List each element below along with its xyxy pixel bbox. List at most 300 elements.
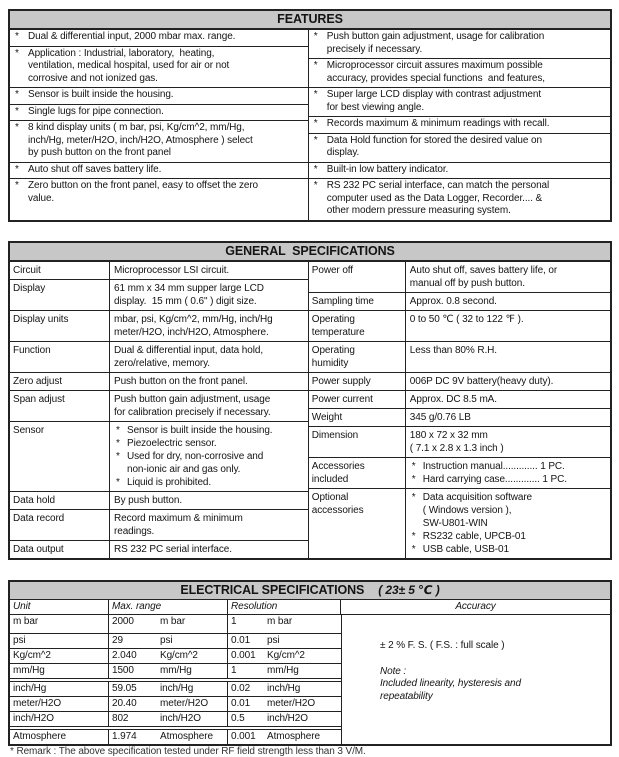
- text-line: 61 mm x 34 mm supper large LCD: [114, 282, 264, 294]
- text-line: computer used as the Data Logger, Recorder.... &: [326, 192, 543, 204]
- features-section: [8, 9, 612, 222]
- column-header-accuracy: Accuracy: [455, 600, 496, 612]
- spec-label: [10, 373, 110, 390]
- resolution-value: 0.001: [231, 731, 256, 742]
- features-col-left: [10, 30, 309, 220]
- text-line: ( 7.1 x 2.8 x 1.3 inch ): [409, 442, 504, 454]
- bullet-item: [410, 543, 608, 556]
- max-range-cell: [109, 664, 228, 678]
- resolution-value: 0.01: [231, 698, 251, 709]
- bullet-asterisk: *: [313, 89, 318, 100]
- feature-text: [327, 31, 608, 56]
- accuracy-cell: [341, 615, 610, 745]
- resolution-cell: [228, 615, 341, 634]
- text-line: Push button on the front panel.: [114, 375, 248, 387]
- electrical-body: [10, 615, 610, 745]
- spec-value: [110, 492, 308, 509]
- text-line: Sampling time: [311, 295, 374, 307]
- bullet-text: [423, 460, 608, 473]
- max-range-unit: mm/Hg: [160, 665, 192, 676]
- bullet-asterisk: *: [15, 163, 19, 175]
- feature-item: [10, 163, 308, 180]
- spec-value: [406, 391, 610, 408]
- bullet-asterisk: *: [411, 491, 416, 503]
- feature-item: [309, 30, 610, 59]
- unit-cell: Kg/cm^2: [10, 649, 109, 663]
- accuracy-value: ± 2 % F. S. ( F.S. : full scale ): [380, 639, 505, 651]
- spec-label: [309, 489, 406, 558]
- feature-text: [327, 180, 608, 218]
- feature-text: [28, 180, 306, 205]
- text-line: Zero adjust: [13, 375, 62, 387]
- max-range-unit: Atmosphere: [160, 731, 213, 742]
- spec-row: [309, 391, 610, 409]
- bullet-asterisk: *: [313, 180, 318, 191]
- accuracy-note-line-2: repeatability: [380, 690, 433, 702]
- bullet-item: [114, 424, 306, 437]
- text-line: corrosive and not ionized gas.: [28, 72, 158, 84]
- text-line: mbar, psi, Kg/cm^2, mm/Hg, inch/Hg: [114, 313, 273, 325]
- max-range-cell: [109, 615, 228, 634]
- feature-item: [10, 179, 308, 207]
- spec-label: [309, 458, 406, 488]
- text-line: 0 to 50 ℃ ( 32 to 122 ℉ ).: [409, 313, 524, 325]
- bullet-asterisk: *: [313, 134, 318, 146]
- text-line: 180 x 72 x 32 mm: [409, 429, 488, 441]
- spec-value: [110, 391, 308, 421]
- text-line: Liquid is prohibited.: [127, 476, 212, 488]
- text-line: Microprocessor LSI circuit.: [114, 264, 230, 276]
- text-line: Dual & differential input, data hold,: [114, 344, 263, 356]
- max-range-value: 2.040: [112, 650, 137, 661]
- max-range-cell: [109, 634, 228, 648]
- general-specifications-title: GENERAL SPECIFICATIONS: [10, 243, 610, 262]
- spec-row: [10, 262, 308, 280]
- electrical-rows: [10, 615, 341, 745]
- gen-right: [309, 262, 610, 558]
- spec-value: [406, 311, 610, 341]
- spec-row: [10, 510, 308, 541]
- text-line: Record maximum & minimum: [114, 512, 243, 524]
- resolution-unit: meter/H2O: [267, 698, 316, 709]
- resolution-unit: inch/H2O: [267, 713, 308, 724]
- resolution-unit: Atmosphere: [267, 731, 320, 742]
- spec-label: [309, 409, 406, 426]
- spec-label: [10, 311, 110, 341]
- text-line: manual off by push button.: [409, 277, 525, 289]
- table-row: [10, 664, 341, 679]
- unit-cell: Atmosphere: [10, 730, 109, 744]
- feature-item: [10, 121, 308, 163]
- text-line: Operating: [311, 313, 355, 325]
- spec-label: [10, 280, 110, 310]
- text-line: Dimension: [311, 429, 359, 441]
- features-title: FEATURES: [10, 11, 610, 30]
- resolution-unit: inch/Hg: [267, 683, 301, 694]
- spec-row: [309, 342, 610, 373]
- spec-value: [110, 510, 308, 540]
- unit-cell: mm/Hg: [10, 664, 109, 678]
- text-line: Accessories: [311, 460, 365, 472]
- text-line: 006P DC 9V battery(heavy duty).: [409, 375, 554, 387]
- spec-label: [309, 427, 406, 457]
- text-line: Optional: [311, 491, 349, 503]
- bullet-asterisk: *: [411, 543, 416, 555]
- text-line: Push button gain adjustment, usage for calibration: [326, 31, 545, 42]
- electrical-header-row: [10, 600, 610, 615]
- text-line: Data hold: [13, 494, 55, 506]
- features-body: [10, 30, 610, 220]
- bullet-text: [423, 491, 608, 530]
- text-line: Instruction manual............. 1 PC.: [422, 460, 565, 472]
- feature-text: [28, 122, 306, 160]
- resolution-value: 0.5: [231, 713, 245, 724]
- column-header-unit: Unit: [10, 600, 109, 614]
- text-line: by push button on the front panel: [28, 147, 171, 158]
- text-line: By push button.: [114, 494, 182, 506]
- electrical-title-text: ELECTRICAL SPECIFICATIONS: [180, 582, 365, 597]
- bullet-item: [410, 460, 608, 473]
- text-line: Weight: [311, 411, 343, 423]
- max-range-unit: m bar: [160, 615, 186, 627]
- bullet-asterisk: *: [313, 118, 318, 129]
- bullet-item: [410, 491, 608, 530]
- table-row: [10, 697, 341, 712]
- text-line: Circuit: [13, 264, 41, 276]
- text-line: Data Hold function for stored the desired value on: [326, 134, 542, 146]
- text-line: other modern pressure measuring system.: [326, 205, 511, 216]
- text-line: Less than 80% R.H.: [409, 344, 497, 356]
- feature-text: [28, 31, 306, 44]
- text-line: Built-in low battery indicator.: [326, 163, 449, 175]
- bullet-text: [423, 473, 608, 486]
- max-range-value: 1500: [112, 665, 134, 676]
- bullet-asterisk: *: [15, 89, 19, 100]
- spec-value: [406, 409, 610, 426]
- text-line: Auto shut off, saves battery life, or: [409, 264, 558, 276]
- text-line: non-ionic air and gas only.: [127, 463, 241, 475]
- spec-value: [406, 342, 610, 372]
- spec-value: [110, 311, 308, 341]
- bullet-asterisk: *: [15, 105, 19, 117]
- text-line: Span adjust: [13, 393, 65, 405]
- feature-text: [28, 48, 306, 86]
- feature-text: [28, 164, 306, 177]
- text-line: Used for dry, non-corrosive and: [127, 450, 264, 462]
- text-line: for best viewing angle.: [326, 101, 424, 113]
- text-line: accessories: [311, 504, 364, 516]
- max-range-cell: [109, 649, 228, 663]
- electrical-specifications-title: [10, 582, 610, 600]
- max-range-unit: inch/Hg: [160, 683, 194, 694]
- spec-row: [309, 489, 610, 558]
- spec-value: [110, 280, 308, 310]
- text-line: 345 g/0.76 LB: [409, 411, 471, 423]
- spec-row: [309, 458, 610, 489]
- electrical-title-condition: ( 23± 5 ℃ ): [378, 582, 440, 597]
- table-row: [10, 712, 341, 727]
- text-line: accuracy, provides special functions and features,: [326, 72, 545, 84]
- bullet-text: [127, 450, 306, 476]
- text-line: inch/Hg, meter/H2O, inch/H2O, Atmosphere ) select: [28, 134, 253, 146]
- bullet-asterisk: *: [411, 460, 416, 472]
- spec-label: [10, 541, 110, 558]
- feature-text: [28, 106, 306, 119]
- text-line: Data record: [13, 512, 65, 524]
- spec-label: [309, 311, 406, 341]
- feature-text: [327, 135, 608, 160]
- bullet-asterisk: *: [15, 180, 19, 191]
- text-line: Application : Industrial, laboratory, heating,: [28, 47, 215, 59]
- spec-row: [10, 311, 308, 342]
- bullet-text: [127, 424, 306, 437]
- text-line: value.: [28, 192, 55, 204]
- text-line: Records maximum & minimum readings with recall.: [326, 118, 550, 129]
- resolution-value: 1: [231, 615, 237, 627]
- spec-label: [309, 293, 406, 310]
- gen-left: [10, 262, 309, 558]
- text-line: precisely if necessary.: [326, 43, 423, 55]
- resolution-cell: [228, 634, 341, 648]
- spec-value: [110, 541, 308, 558]
- max-range-unit: inch/H2O: [160, 713, 201, 724]
- spec-row: [10, 541, 308, 558]
- resolution-unit: mm/Hg: [267, 665, 299, 676]
- spec-label: [309, 342, 406, 372]
- general-specifications-body: [10, 262, 610, 558]
- resolution-value: 0.02: [231, 683, 251, 694]
- spec-row: [10, 373, 308, 391]
- bullet-asterisk: *: [15, 47, 19, 59]
- resolution-cell: [228, 682, 341, 696]
- spec-label: [309, 391, 406, 408]
- text-line: meter/H2O, inch/H2O, Atmosphere.: [114, 326, 269, 338]
- resolution-unit: psi: [267, 635, 280, 646]
- spec-value: [406, 427, 610, 457]
- max-range-value: 1.974: [112, 731, 137, 742]
- spec-value: [406, 489, 610, 558]
- table-row: [10, 634, 341, 649]
- bullet-asterisk: *: [15, 31, 19, 42]
- text-line: USB cable, USB-01: [422, 543, 509, 555]
- text-line: Approx. 0.8 second.: [409, 295, 497, 307]
- spec-row: [10, 492, 308, 510]
- spec-value: [110, 422, 308, 491]
- electrical-specifications-section: [8, 580, 612, 747]
- resolution-value: 0.01: [231, 635, 251, 646]
- bullet-text: [127, 437, 306, 450]
- resolution-unit: m bar: [267, 615, 293, 627]
- text-line: zero/relative, memory.: [114, 357, 210, 369]
- feature-item: [10, 105, 308, 122]
- text-line: Data output: [13, 543, 64, 555]
- bullet-text: [423, 543, 608, 556]
- spec-row: [309, 427, 610, 458]
- feature-text: [327, 118, 608, 131]
- text-line: Approx. DC 8.5 mA.: [409, 393, 497, 405]
- spec-label: [10, 391, 110, 421]
- text-line: Sensor: [13, 424, 45, 436]
- text-line: Dual & differential input, 2000 mbar max. range.: [28, 31, 236, 42]
- feature-text: [327, 89, 608, 114]
- text-line: Push button gain adjustment, usage: [114, 393, 271, 405]
- spec-value: [406, 293, 610, 310]
- bullet-text: [423, 530, 608, 543]
- spec-value: [406, 373, 610, 390]
- text-line: display.: [326, 147, 360, 158]
- text-line: Hard carrying case............. 1 PC.: [422, 473, 567, 485]
- text-line: Function: [13, 344, 51, 356]
- spec-label: [10, 492, 110, 509]
- unit-cell: inch/Hg: [10, 682, 109, 696]
- table-row: [10, 615, 341, 635]
- spec-row: [309, 409, 610, 427]
- text-line: Power supply: [311, 375, 371, 387]
- text-line: RS 232 PC serial interface.: [114, 543, 232, 555]
- spec-label: [10, 342, 110, 372]
- bullet-text: [127, 476, 306, 489]
- text-line: Microprocessor circuit assures maximum possible: [326, 60, 543, 71]
- bullet-asterisk: *: [116, 437, 120, 449]
- max-range-value: 802: [112, 713, 129, 724]
- feature-item: [10, 88, 308, 105]
- resolution-cell: [228, 730, 341, 744]
- bullet-asterisk: *: [313, 31, 318, 42]
- text-line: Data acquisition software: [422, 491, 533, 503]
- spec-value: [110, 342, 308, 372]
- text-line: SW-U801-WIN: [422, 517, 488, 529]
- max-range-cell: [109, 697, 228, 711]
- spec-label: [10, 422, 110, 491]
- bullet-asterisk: *: [15, 122, 19, 133]
- text-line: included: [311, 473, 349, 485]
- accuracy-note-label: Note :: [380, 665, 407, 677]
- bullet-asterisk: *: [116, 450, 120, 462]
- spec-row: [309, 373, 610, 391]
- features-col-right: [309, 30, 610, 220]
- accuracy-note: [380, 666, 604, 704]
- spec-row: [10, 422, 308, 492]
- text-line: readings.: [114, 525, 155, 537]
- unit-cell: inch/H2O: [10, 712, 109, 726]
- text-line: Auto shut off saves battery life.: [28, 163, 162, 175]
- feature-item: [309, 117, 610, 134]
- spec-value: [406, 458, 610, 488]
- bullet-asterisk: *: [411, 530, 416, 542]
- column-header-resolution: Resolution: [228, 600, 341, 614]
- max-range-cell: [109, 712, 228, 726]
- text-line: for calibration precisely if necessary.: [114, 406, 271, 418]
- spec-label: [309, 262, 406, 292]
- text-line: Display: [13, 282, 46, 294]
- spec-row: [10, 391, 308, 422]
- resolution-value: 0.001: [231, 650, 256, 661]
- unit-cell: meter/H2O: [10, 697, 109, 711]
- max-range-value: 29: [112, 635, 123, 646]
- max-range-unit: psi: [160, 635, 173, 646]
- bullet-item: [114, 437, 306, 450]
- spec-row: [309, 293, 610, 311]
- max-range-unit: meter/H2O: [160, 698, 209, 709]
- text-line: Operating: [311, 344, 355, 356]
- text-line: Power off: [311, 264, 353, 276]
- spec-label: [10, 262, 110, 279]
- max-range-cell: [109, 682, 228, 696]
- table-row: [10, 681, 341, 697]
- text-line: RS232 cable, UPCB-01: [422, 530, 526, 542]
- feature-item: [309, 179, 610, 220]
- text-line: display. 15 mm ( 0.6" ) digit size.: [114, 295, 257, 307]
- feature-text: [327, 60, 608, 85]
- unit-cell: m bar: [10, 615, 109, 634]
- max-range-cell: [109, 730, 228, 744]
- feature-item: [309, 88, 610, 117]
- spec-value: [110, 262, 308, 279]
- max-range-value: 20.40: [112, 698, 137, 709]
- text-line: Super large LCD display with contrast adjustment: [326, 89, 541, 100]
- text-line: Zero button on the front panel, easy to offset the zero: [28, 180, 259, 191]
- bullet-item: [114, 476, 306, 489]
- feature-item: [309, 59, 610, 88]
- text-line: Piezoelectric sensor.: [127, 437, 217, 449]
- bullet-asterisk: *: [313, 60, 318, 71]
- spec-row: [309, 311, 610, 342]
- text-line: ( Windows version ),: [422, 504, 512, 516]
- max-range-value: 2000: [112, 615, 134, 627]
- feature-item: [309, 163, 610, 180]
- feature-item: [10, 30, 308, 47]
- bullet-item: [410, 530, 608, 543]
- spec-value: [406, 262, 610, 292]
- bullet-asterisk: *: [116, 476, 120, 488]
- resolution-unit: Kg/cm^2: [267, 650, 305, 661]
- bullet-asterisk: *: [116, 424, 120, 436]
- text-line: Sensor is built inside the housing.: [28, 89, 174, 100]
- resolution-cell: [228, 664, 341, 678]
- max-range-value: 59.05: [112, 683, 137, 694]
- text-line: 8 kind display units ( m bar, psi, Kg/cm^2, mm/Hg,: [28, 122, 245, 133]
- spec-row: [10, 342, 308, 373]
- spec-row: [309, 262, 610, 293]
- feature-item: [10, 47, 308, 89]
- bullet-asterisk: *: [313, 163, 318, 175]
- unit-cell: psi: [10, 634, 109, 648]
- text-line: humidity: [311, 357, 349, 369]
- spec-value: [110, 373, 308, 390]
- resolution-cell: [228, 712, 341, 726]
- text-line: Display units: [13, 313, 69, 325]
- feature-text: [28, 89, 306, 102]
- column-header-max-range: Max. range: [109, 600, 228, 614]
- bullet-item: [410, 473, 608, 486]
- resolution-value: 1: [231, 665, 237, 676]
- text-line: Power current: [311, 393, 373, 405]
- spec-label: [10, 510, 110, 540]
- table-row: [10, 729, 341, 744]
- bullet-asterisk: *: [411, 473, 416, 485]
- max-range-unit: Kg/cm^2: [160, 650, 198, 661]
- feature-text: [327, 164, 608, 177]
- resolution-cell: [228, 649, 341, 663]
- text-line: ventilation, medical hospital, used for air or not: [28, 60, 230, 71]
- general-specifications-section: [8, 241, 612, 560]
- accuracy-note-line-1: Included linearity, hysteresis and: [380, 678, 521, 689]
- text-line: temperature: [311, 326, 365, 338]
- footnote-clipped: * Remark : The above specification tested under RF field strength less than 3 V/M.: [10, 746, 366, 757]
- text-line: Sensor is built inside the housing.: [127, 424, 273, 436]
- feature-item: [309, 134, 610, 163]
- text-line: RS 232 PC serial interface, can match the personal: [326, 180, 550, 191]
